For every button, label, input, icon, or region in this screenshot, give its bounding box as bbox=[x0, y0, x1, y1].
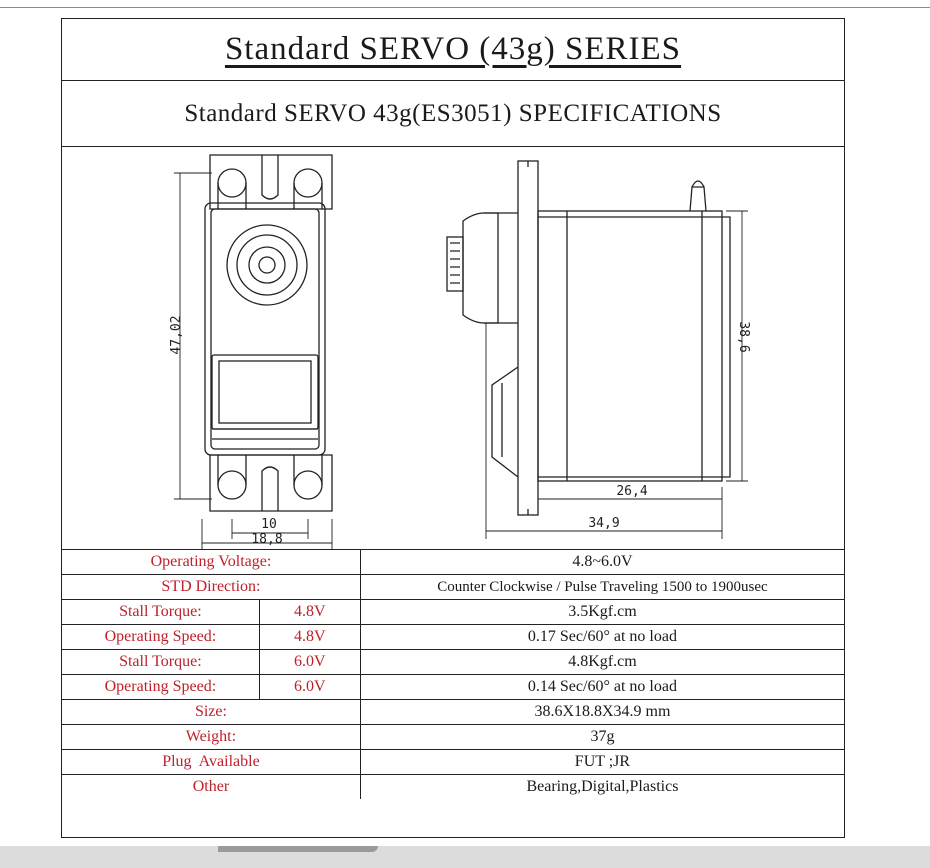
spec-value: 37g bbox=[360, 725, 844, 750]
spec-voltage: 6.0V bbox=[259, 650, 360, 675]
spec-label: STD Direction: bbox=[62, 575, 360, 600]
dim-total-depth-label: 34,9 bbox=[588, 516, 620, 531]
spec-voltage: 4.8V bbox=[259, 625, 360, 650]
spec-voltage: 4.8V bbox=[259, 600, 360, 625]
spec-subtitle: Standard SERVO 43g(ES3051) SPECIFICATIONS bbox=[184, 99, 722, 127]
spec-voltage: 6.0V bbox=[259, 675, 360, 700]
spec-label: Operating Speed: bbox=[62, 625, 259, 650]
table-row bbox=[62, 550, 844, 575]
title-row bbox=[62, 19, 844, 81]
table-row bbox=[62, 650, 844, 675]
servo-drawing-svg bbox=[62, 147, 843, 549]
table-row bbox=[62, 700, 844, 725]
subtitle-row bbox=[62, 81, 844, 147]
table-row bbox=[62, 725, 844, 750]
servo-side-view bbox=[447, 161, 730, 515]
page-title: Standard SERVO (43g) SERIES bbox=[224, 31, 682, 67]
spec-table bbox=[62, 549, 844, 799]
spec-label: Stall Torque: bbox=[62, 600, 259, 625]
servo-dimension-drawing bbox=[62, 147, 844, 549]
spec-value: 4.8Kgf.cm bbox=[360, 650, 844, 675]
spec-value: 3.5Kgf.cm bbox=[360, 600, 844, 625]
spec-value: FUT ;JR bbox=[360, 750, 844, 775]
table-row bbox=[62, 675, 844, 700]
spec-value: Counter Clockwise / Pulse Traveling 1500 to 1900usec bbox=[360, 575, 844, 600]
spec-value: 0.17 Sec/60° at no load bbox=[360, 625, 844, 650]
dim-height-label: 47,02 bbox=[169, 315, 184, 355]
spec-label: Other bbox=[62, 775, 360, 800]
spec-label: Weight: bbox=[62, 725, 360, 750]
table-row bbox=[62, 750, 844, 775]
spec-sheet bbox=[61, 18, 845, 838]
dim-width-label: 18,8 bbox=[251, 532, 283, 547]
bottom-tab-shape bbox=[218, 846, 378, 852]
spec-label: Operating Voltage: bbox=[62, 550, 360, 575]
top-border-strip bbox=[0, 0, 930, 8]
spec-label: Stall Torque: bbox=[62, 650, 259, 675]
spec-label: Operating Speed: bbox=[62, 675, 259, 700]
servo-front-view bbox=[205, 155, 332, 511]
spec-label: Size: bbox=[62, 700, 360, 725]
table-row bbox=[62, 775, 844, 800]
spec-value: 0.14 Sec/60° at no load bbox=[360, 675, 844, 700]
dim-side-height-label: 38,6 bbox=[736, 321, 751, 353]
spec-value: Bearing,Digital,Plastics bbox=[360, 775, 844, 800]
dim-mount-spacing-label: 10 bbox=[261, 517, 277, 532]
spec-label: Plug Available bbox=[62, 750, 360, 775]
table-row bbox=[62, 625, 844, 650]
spec-value: 4.8~6.0V bbox=[360, 550, 844, 575]
dim-body-depth-label: 26,4 bbox=[616, 484, 648, 499]
table-row bbox=[62, 600, 844, 625]
spec-value: 38.6X18.8X34.9 mm bbox=[360, 700, 844, 725]
bottom-gray-bar bbox=[0, 846, 930, 868]
table-row bbox=[62, 575, 844, 600]
